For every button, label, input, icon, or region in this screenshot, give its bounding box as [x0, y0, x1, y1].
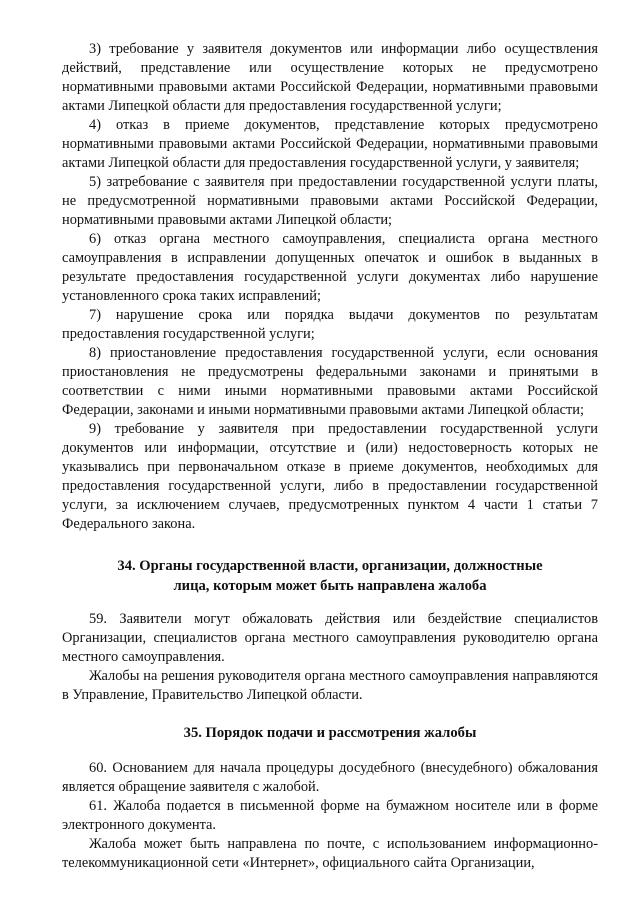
spacer — [62, 596, 598, 610]
document-page — [62, 40, 598, 873]
section-heading-34: 34. Органы государственной власти, организации, должностные лица, которым может быть направлена жалоба — [117, 558, 543, 594]
list-item-7: 7) нарушение срока или порядка выдачи документов по результатам предоставления государственной услуги; — [62, 307, 598, 342]
paragraph-60: 60. Основанием для начала процедуры досудебного (внесудебного) обжалования является обращение заявителя с жалобой. — [62, 760, 598, 795]
paragraph-61: 61. Жалоба подается в письменной форме на бумажном носителе или в форме электронного документа. — [62, 798, 598, 833]
list-item-4: 4) отказ в приеме документов, представление которых предусмотрено нормативными правовыми актами Российской Федерации, нормативными правовыми актами Липецкой области для предоставления государственной услуги, у заявителя; — [62, 117, 598, 171]
paragraph-complaints-addressees: Жалобы на решения руководителя органа местного самоуправления направляются в Управление, Правительство Липецкой области. — [62, 668, 598, 703]
spacer — [62, 534, 598, 556]
paragraph-submission-channels: Жалоба может быть направлена по почте, с использованием информационно-телекоммуникационной сети «Интернет», официального сайта Организации, — [62, 836, 598, 871]
section-heading-35: 35. Порядок подачи и рассмотрения жалобы — [183, 725, 477, 741]
list-item-8: 8) приостановление предоставления государственной услуги, если основания приостановления не предусмотрены федеральными законами и принятыми в соответствии с ними иными нормативными правовыми актами Российской Федерации, законами и иными нормативными правовыми актами Липецкой области; — [62, 345, 598, 418]
list-item-5: 5) затребование с заявителя при предоставлении государственной услуги платы, не предусмотренной нормативными правовыми актами Российской Федерации, нормативными правовыми актами Липецкой области; — [62, 174, 598, 228]
paragraph-59: 59. Заявители могут обжаловать действия или бездействие специалистов Организации, специалистов органа местного самоуправления руководителю органа местного самоуправления. — [62, 611, 598, 665]
list-item-9: 9) требование у заявителя при предоставлении государственной услуги документов или информации, отсутствие и (или) недостоверность которых не указывались при первоначальном отказе в приеме документов, необходимых для предоставления государственной услуги, либо в предоставлении государственной услуги, за исключением случаев, предусмотренных пунктом 4 части 1 статьи 7 Федерального закона. — [62, 421, 598, 532]
list-item-3: 3) требование у заявителя документов или информации либо осуществления действий, представление или осуществление которых не предусмотрено нормативными правовыми актами Российской Федерации, нормативными правовыми актами Липецкой области для предоставления государственной услуги; — [62, 41, 598, 114]
spacer — [62, 743, 598, 759]
spacer — [62, 705, 598, 723]
list-item-6: 6) отказ органа местного самоуправления, специалиста органа местного самоуправления в исправлении допущенных опечаток и ошибок в выданных в результате предоставления государственной услуги документах либо нарушение установленного срока таких исправлений; — [62, 231, 598, 304]
